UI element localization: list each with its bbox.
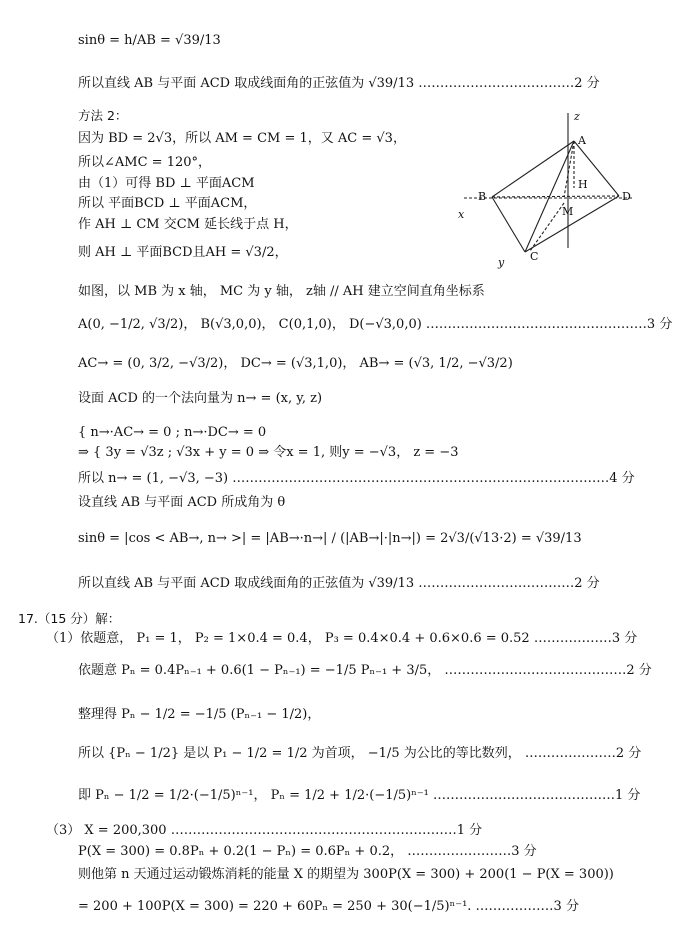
part-1-line: （1）依题意， P₁ = 1， P₂ = 1×0.4 = 0.4， P₃ = 0.4×0.4 + 0.6×0.6 = 0.52 ………………3 分 bbox=[46, 631, 638, 646]
step-line-3: 由（1）可得 BD ⊥ 平面ACM bbox=[78, 176, 255, 191]
label-A: A bbox=[578, 134, 586, 147]
system-left: { n→·AC→ = 0 ; n→·DC→ = 0 bbox=[78, 425, 267, 440]
y-axis-line bbox=[530, 203, 564, 251]
step-line-6: 则 AH ⊥ 平面BCD且AH = √3/2， bbox=[78, 245, 288, 260]
label-x: x bbox=[458, 208, 465, 221]
conclusion-line-1: 所以直线 AB 与平面 ACD 取成线面角的正弦值为 √39/13 ………………………………2 分 bbox=[78, 76, 600, 91]
step-line-2: 所以∠AMC = 120°， bbox=[78, 155, 212, 170]
geometric-sequence-line: 所以 {Pₙ − 1/2} 是以 P₁ − 1/2 = 1/2 为首项， −1/5 为公比的等比数列， …………………2 分 bbox=[78, 746, 642, 761]
normal-vector-intro: 设面 ACD 的一个法向量为 n→ = (x, y, z) bbox=[78, 391, 323, 406]
conclusion-line-2: 所以直线 AB 与平面 ACD 取成线面角的正弦值为 √39/13 ………………………………2 分 bbox=[78, 576, 600, 591]
point-coordinates-line: A(0, −1/2, √3/2)， B(√3,0,0)， C(0,1,0)， D(−√3,0,0) ……………………………………………3 分 bbox=[78, 317, 673, 332]
recurrence-line: 依题意 Pₙ = 0.4Pₙ₋₁ + 0.6(1 − Pₙ₋₁) = −1/5 Pₙ₋₁ + 3/5， ……………………………………2 分 bbox=[78, 663, 652, 678]
expectation-intro-line: 则他第 n 天通过运动锻炼消耗的能量 X 的期望为 300P(X = 300) + 200(1 − P(X = 300)) bbox=[78, 867, 614, 882]
general-term-line: 即 Pₙ − 1/2 = 1/2·(−1/5)ⁿ⁻¹， Pₙ = 1/2 + 1/2·(−1/5)ⁿ⁻¹ ……………………………………1 分 bbox=[78, 788, 641, 803]
system-right: ⇒ { 3y = √3z ; √3x + y = 0 ⇒ 令x = 1, 则y = −√3， z = −3 bbox=[78, 445, 459, 460]
rearranged-line: 整理得 Pₙ − 1/2 = −1/5 (Pₙ₋₁ − 1/2)， bbox=[78, 707, 321, 722]
sine-formula-line: sinθ = h/AB = √39/13 bbox=[78, 33, 221, 48]
sine-calculation-line: sinθ = |cos < AB→, n→ >| = |AB→·n→| / (|AB→|·|n→|) = 2√3/(√13·2) = √39/13 bbox=[78, 531, 582, 546]
probability-line: P(X = 300) = 0.8Pₙ + 0.2(1 − Pₙ) = 0.6Pₙ + 0.2， ……………………3 分 bbox=[78, 844, 537, 859]
part-3-line: （3） X = 200,300 …………………………………………………………1 分 bbox=[46, 823, 483, 838]
edge-BD bbox=[492, 196, 619, 197]
method-2-heading: 方法 2： bbox=[78, 108, 128, 123]
problem-17-heading: 17.（15 分）解： bbox=[18, 611, 121, 626]
vectors-line: AC→ = (0, 3/2, −√3/2)， DC→ = (√3,1,0)， AB→ = (√3, 1/2, −√3/2) bbox=[78, 356, 513, 371]
label-y: y bbox=[498, 256, 505, 269]
step-line-4: 所以 平面BCD ⊥ 平面ACM， bbox=[78, 196, 257, 211]
label-z: z bbox=[574, 110, 580, 123]
coordinate-system-line: 如图，以 MB 为 x 轴， MC 为 y 轴， z轴 // AH 建立空间直角坐标系 bbox=[78, 284, 485, 299]
step-line-5: 作 AH ⊥ CM 交CM 延长线于点 H， bbox=[78, 217, 298, 232]
step-line-1: 因为 BD = 2√3，所以 AM = CM = 1，又 AC = √3， bbox=[78, 131, 406, 146]
label-H: H bbox=[578, 178, 588, 191]
tetrahedron-diagram bbox=[452, 108, 657, 273]
angle-definition-line: 设直线 AB 与平面 ACD 所成角为 θ bbox=[78, 495, 286, 510]
label-M: M bbox=[562, 205, 574, 218]
label-D: D bbox=[622, 190, 631, 203]
expectation-result-line: = 200 + 100P(X = 300) = 220 + 60Pₙ = 250 + 30(−1/5)ⁿ⁻¹. ………………3 分 bbox=[78, 899, 579, 914]
label-B: B bbox=[478, 190, 487, 203]
normal-vector-result: 所以 n→ = (1, −√3, −3) ……………………………………………………………………………4 分 bbox=[78, 471, 635, 486]
edge-BC bbox=[492, 197, 525, 252]
label-C: C bbox=[530, 250, 539, 263]
segment-AM bbox=[564, 141, 574, 197]
